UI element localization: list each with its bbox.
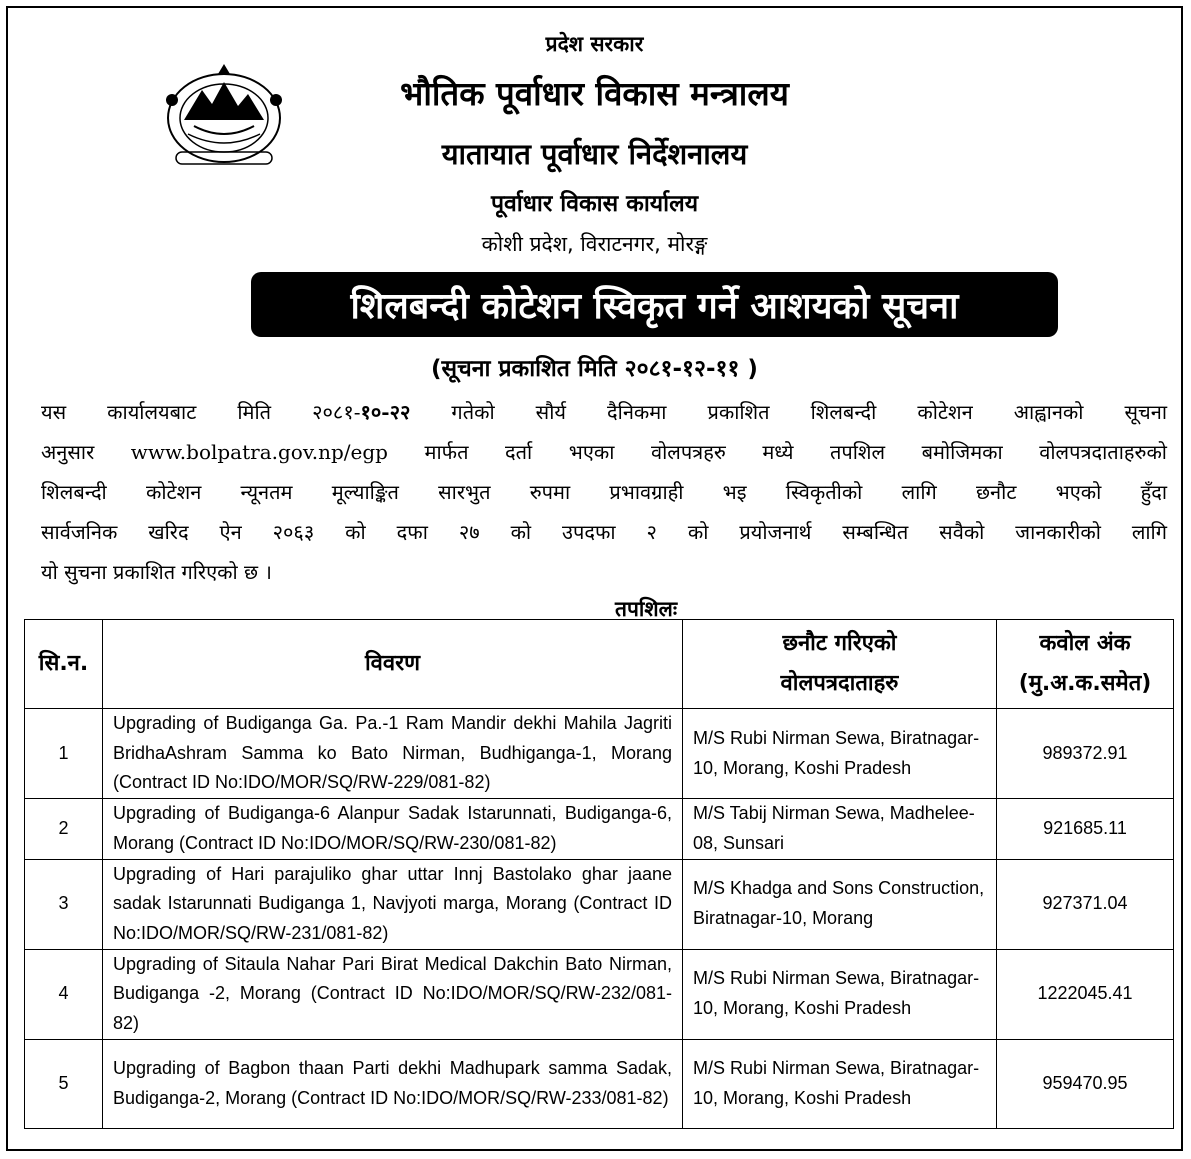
ministry-heading: भौतिक पूर्वाधार विकास मन्त्रालय xyxy=(400,74,789,113)
header-description: विवरण xyxy=(103,620,683,709)
row-description: Upgrading of Hari parajuliko ghar uttar Innj Bastolako ghar jaane sadak Istarunnati Budiganga 1, Navjyoti marga, Morang (Contract ID No:IDO/MOR/SQ/RW-231/081-82) xyxy=(103,859,683,949)
row-description: Upgrading of Budiganga Ga. Pa.-1 Ram Mandir dekhi Mahila Jagriti BridhaAshram Samma ko Bato Nirman, Budhiganga-1, Morang (Contract ID No:IDO/MOR/SQ/RW-229/081-82) xyxy=(103,709,683,799)
office-heading: पूर्वाधार विकास कार्यालय xyxy=(490,191,699,217)
published-date: (सूचना प्रकाशित मिति २०८१-१२-११ ) xyxy=(431,356,758,382)
row-bidder: M/S Rubi Nirman Sewa, Biratnagar-10, Morang, Koshi Pradesh xyxy=(683,949,997,1039)
row-amount: 1222045.41 xyxy=(997,949,1174,1039)
paragraph-line-3: शिलबन्दी कोटेशन न्यूनतम मूल्याङ्कित सारभुत रुपमा प्रभावग्राही भइ स्विकृतीको लागि छनौट भएको हुँदा xyxy=(41,480,1167,504)
notice-paragraph xyxy=(41,392,1167,592)
row-amount: 927371.04 xyxy=(997,859,1174,949)
row-sn: 1 xyxy=(25,709,103,799)
row-sn: 2 xyxy=(25,799,103,859)
row-amount: 989372.91 xyxy=(997,709,1174,799)
header-sn: सि.न. xyxy=(25,620,103,709)
row-sn: 4 xyxy=(25,949,103,1039)
notice-title-banner xyxy=(251,272,1058,337)
row-bidder: M/S Khadga and Sons Construction, Biratnagar-10, Morang xyxy=(683,859,997,949)
row-bidder: M/S Rubi Nirman Sewa, Biratnagar-10, Morang, Koshi Pradesh xyxy=(683,709,997,799)
table-row xyxy=(25,859,1174,949)
row-bidder: M/S Tabij Nirman Sewa, Madhelee-08, Sunsari xyxy=(683,799,997,859)
row-description: Upgrading of Budiganga-6 Alanpur Sadak Istarunnati, Budiganga-6, Morang (Contract ID No:IDO/MOR/SQ/RW-230/081-82) xyxy=(103,799,683,859)
row-description: Upgrading of Sitaula Nahar Pari Birat Medical Dakchin Bato Nirman, Budiganga -2, Morang (Contract ID No:IDO/MOR/SQ/RW-232/081-82) xyxy=(103,949,683,1039)
row-sn: 3 xyxy=(25,859,103,949)
table-header-row xyxy=(25,620,1174,709)
table-row xyxy=(25,1039,1174,1128)
directorate-heading: यातायात पूर्वाधार निर्देशनालय xyxy=(441,137,748,171)
paragraph-line-2: अनुसार www.bolpatra.gov.np/egp मार्फत दर्ता भएका वोलपत्रहरु मध्ये तपशिल बमोजिमका वोलपत्रदाताहरुको xyxy=(41,440,1167,464)
notice-title: शिलबन्दी कोटेशन स्विकृत गर्ने आशयको सूचना xyxy=(350,286,959,327)
row-amount: 959470.95 xyxy=(997,1039,1174,1128)
table-row xyxy=(25,709,1174,799)
row-amount: 921685.11 xyxy=(997,799,1174,859)
office-location: कोशी प्रदेश, विराटनगर, मोरङ्ग xyxy=(481,232,708,256)
date-bold: १०-२२ xyxy=(360,400,411,424)
details-label: तपशिलः xyxy=(615,597,678,621)
selected-bidders-table xyxy=(24,619,1174,1129)
paragraph-line-4: सार्वजनिक खरिद ऐन २०६३ को दफा २७ को उपदफा २ को प्रयोजनार्थ सम्बन्धित सवैको जानकारीको लागि xyxy=(41,520,1167,544)
row-sn: 5 xyxy=(25,1039,103,1128)
table-row xyxy=(25,949,1174,1039)
paragraph-line-5: यो सुचना प्रकाशित गरिएको छ । xyxy=(41,560,272,584)
header-amount: कवोल अंक (मु.अ.क.समेत) xyxy=(997,620,1174,709)
row-bidder: M/S Rubi Nirman Sewa, Biratnagar-10, Morang, Koshi Pradesh xyxy=(683,1039,997,1128)
table-row xyxy=(25,799,1174,859)
row-description: Upgrading of Bagbon thaan Parti dekhi Madhupark samma Sadak, Budiganga-2, Morang (Contract ID No:IDO/MOR/SQ/RW-233/081-82) xyxy=(103,1039,683,1128)
paragraph-line-1: यस कार्यालयबाट मिति २०८१-१०-२२ गतेको सौर्य दैनिकमा प्रकाशित शिलबन्दी कोटेशन आह्वानको सूचना xyxy=(41,400,1167,424)
header-bidder: छनौट गरिएको वोलपत्रदाताहरु xyxy=(683,620,997,709)
province-government-heading: प्रदेश सरकार xyxy=(545,32,644,56)
